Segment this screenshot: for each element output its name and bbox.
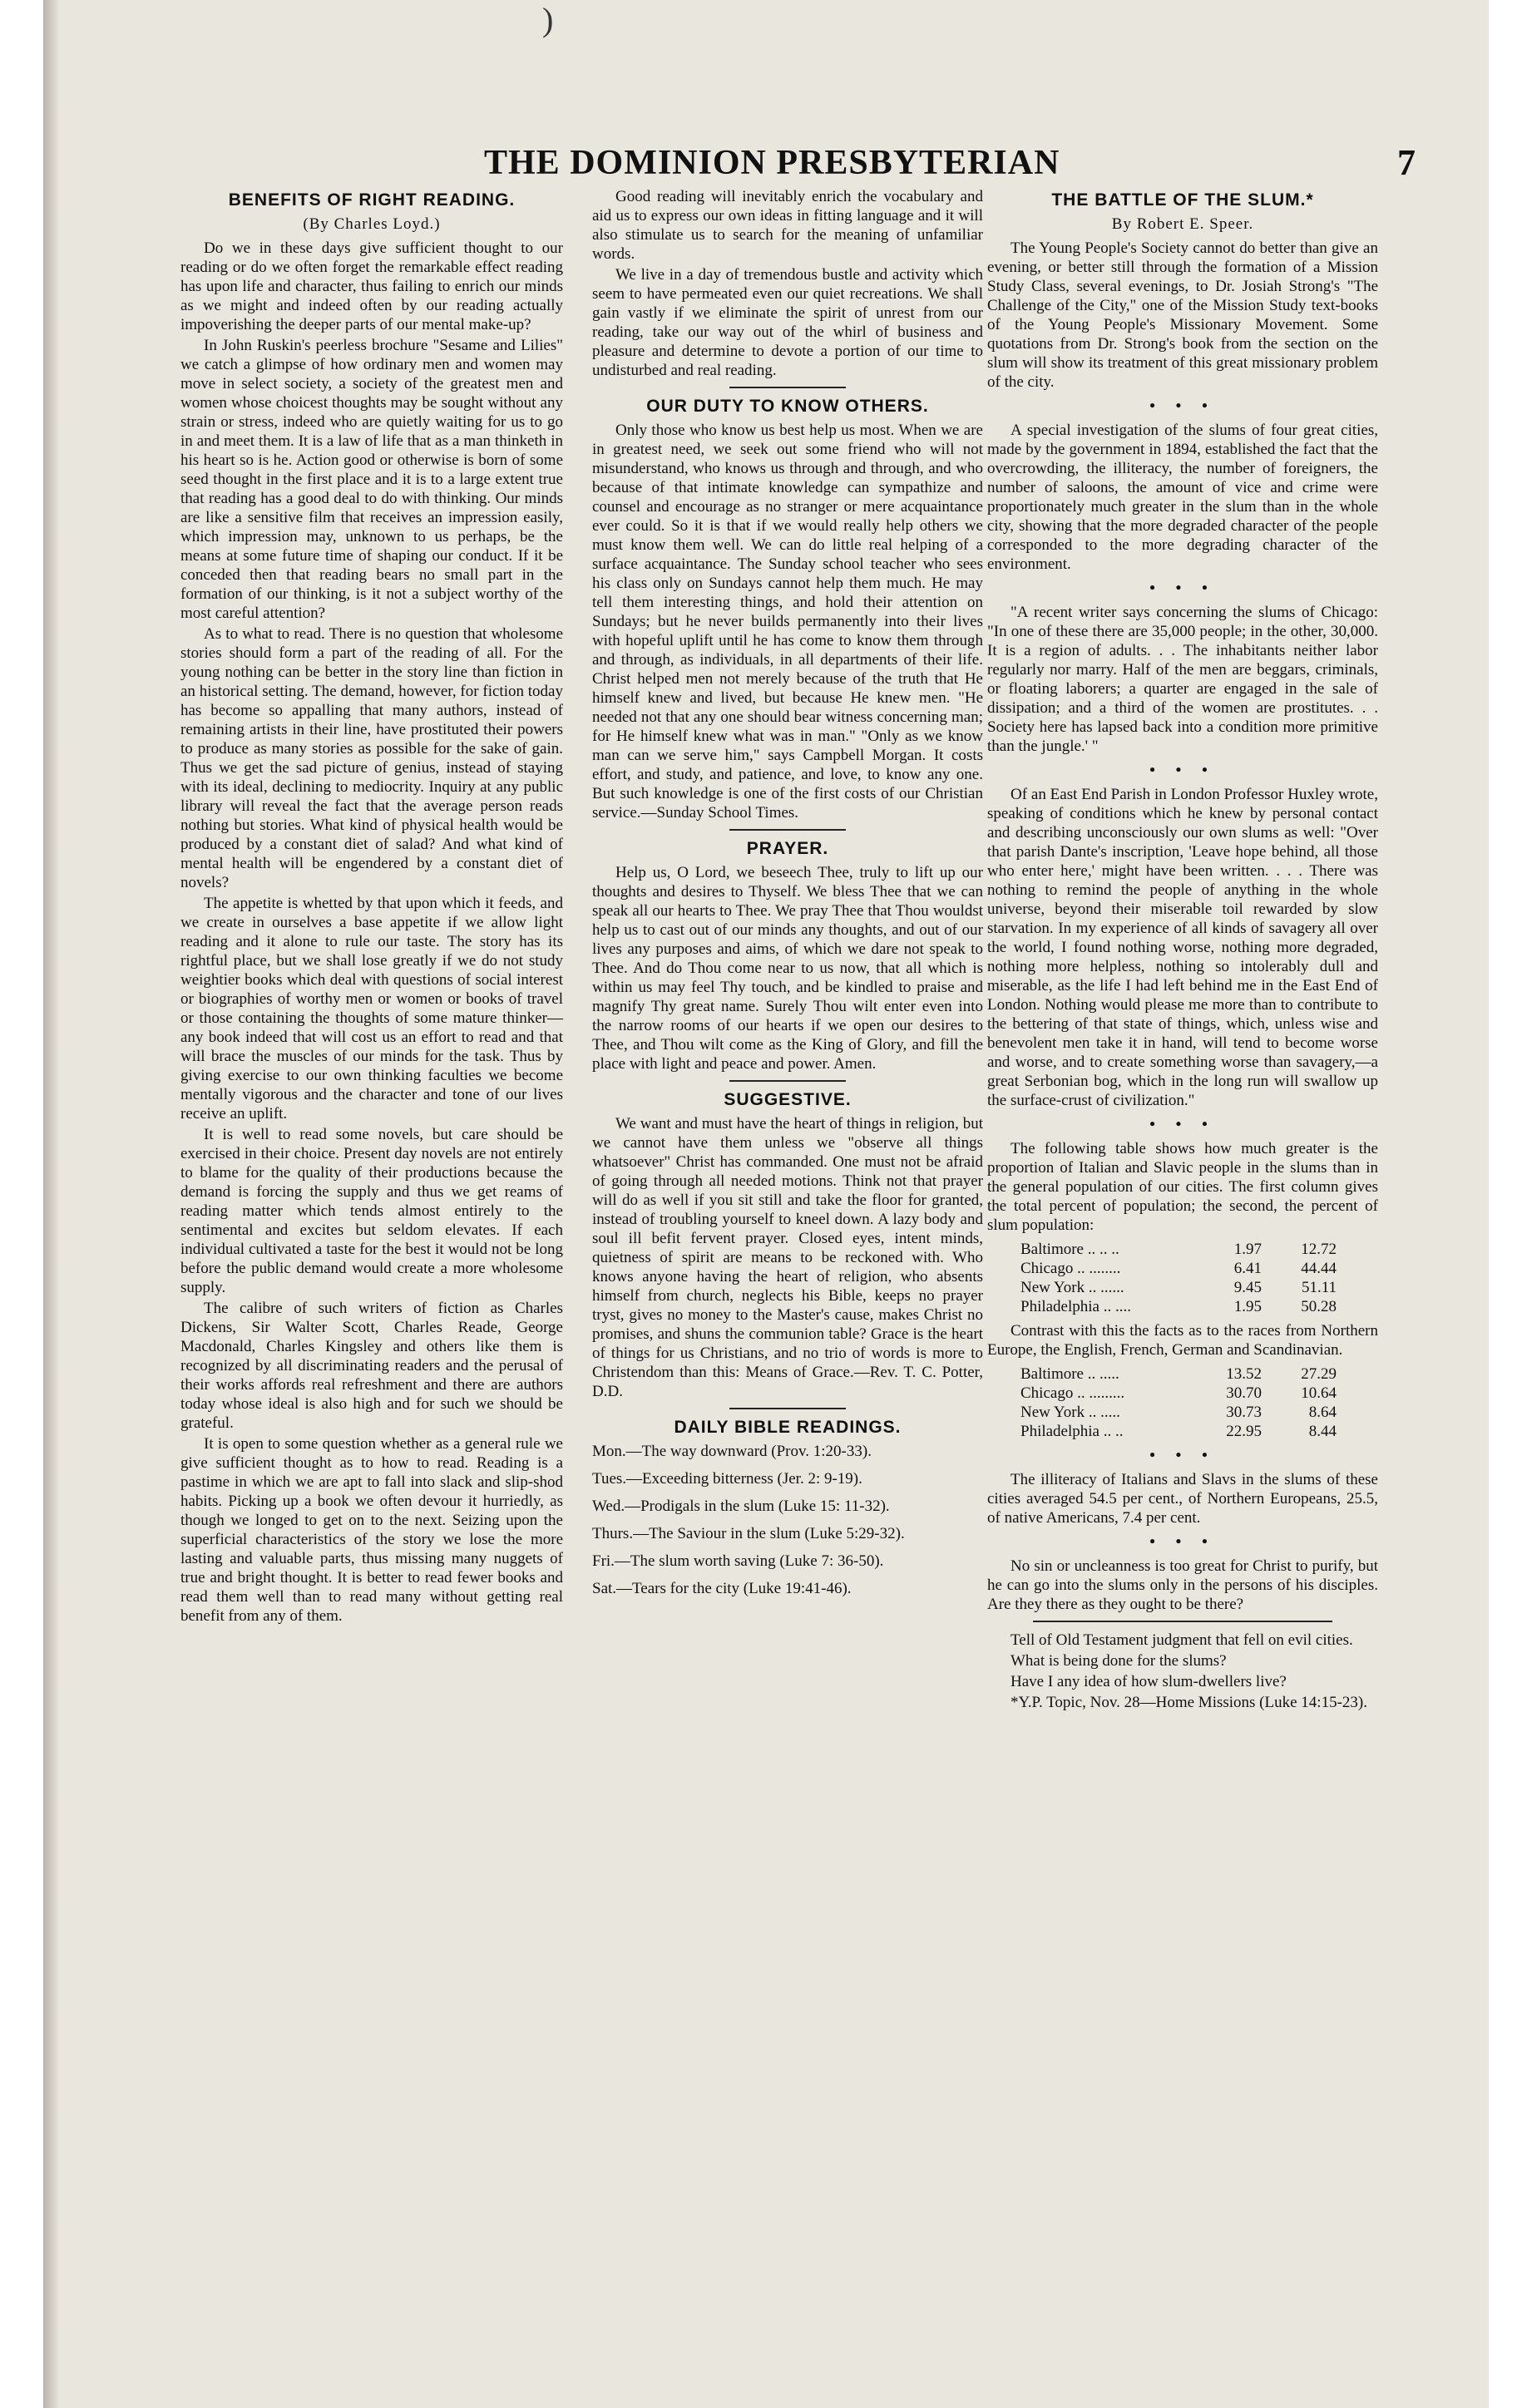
column-3 (987, 187, 1378, 1714)
table-cell: Chicago .. ........ (1020, 1260, 1121, 1277)
article-heading: SUGGESTIVE. (724, 1090, 852, 1109)
article-heading: THE BATTLE OF THE SLUM.* (1051, 190, 1314, 210)
article-heading: PRAYER. (746, 839, 829, 858)
table-cell: 50.28 (1301, 1298, 1337, 1315)
table-row (1020, 1364, 1337, 1384)
paragraph: We want and must have the heart of things in religion, but we cannot have them unless we "observe all things whatsoever" Christ has commanded. One must not be afraid of going through all needed motions. Think not that prayer will do as well if you sit still and take the floor for granted, instead of troubling yourself to kneel down. A lazy body and soul ill befit fervent prayer. Closed eyes, intent minds, quietness of spirit are means to be reckoned with. Who knows anyone having the heart of religion, who absents himself from church, neglects his Bible, keeps no prayer tryst, gives no money to the Master's cause, makes Christ no promises, and shuns the communion table? Grace is the heart of things for us Christians, and no trio of words is more to Christendom than this: Means of Grace.—Rev. T. C. Potter, D.D. (592, 1115, 983, 1400)
section-dots: • • • (1149, 1533, 1216, 1551)
list-item: Fri.—The slum worth saving (Luke 7: 36-50). (592, 1552, 884, 1570)
table-cell: Baltimore .. .. .. (1020, 1241, 1119, 1258)
paragraph: As to what to read. There is no question that wholesome stories should form a part of the reading of all. For the young nothing can be better in the story line than fiction in an historical setting. The demand, however, for fiction today has become so appalling that many authors, instead of remaining artists in their line, have prostituted their powers to produce as many stories as possible for the sake of gain. Thus we get the sad picture of genius, instead of staying with its ideal, declining to mediocrity. Inquiry at any public library will reveal the fact that the average person reads nothing but stories. What kind of physical health would be produced by a constant diet of salad? And what kind of mental health will be engendered by a constant diet of novels? (180, 625, 563, 891)
table-cell: 8.44 (1308, 1423, 1337, 1440)
table-cell: 1.95 (1233, 1298, 1262, 1315)
divider (729, 829, 846, 831)
table-cell: 30.73 (1226, 1404, 1262, 1421)
divider (1033, 1621, 1332, 1622)
table-cell: 12.72 (1301, 1241, 1337, 1258)
paragraph: The appetite is whetted by that upon which it feeds, and we create in ourselves a base appetite if we allow light reading and it alone to rule our taste. The story has its rightful place, but we shall lose greatly if we do not study weightier books which deal with questions of social interest or biographies of worthy men or women or books of travel or those containing the thoughts of some mature thinker—any book indeed that will cost us an effort to read and that will brace the muscles of our minds for the task. Thus by giving exercise to our own thinking faculties we become mentally vigorous and the character and tone of our lives receive an uplift. (180, 895, 563, 1123)
table-row (1020, 1259, 1337, 1278)
table-cell: Chicago .. ......... (1020, 1384, 1125, 1402)
question: Tell of Old Testament judgment that fell on evil cities. (1011, 1631, 1353, 1649)
section-dots: • • • (1149, 1116, 1216, 1133)
section-dots: • • • (1149, 397, 1216, 415)
list-item: Thurs.—The Saviour in the slum (Luke 5:29-32). (592, 1525, 905, 1542)
table-cell: New York .. ..... (1020, 1404, 1120, 1421)
table-cell: New York .. ...... (1020, 1279, 1124, 1296)
question: What is being done for the slums? (1011, 1652, 1227, 1670)
newspaper-page (43, 0, 1489, 2408)
page-number: 7 (1397, 142, 1416, 183)
paragraph: Do we in these days give sufficient thought to our reading or do we often forget the remarkable effect reading has upon life and character, thus failing to enrich our minds as we might and indeed often by our reading actually impoverishing the deeper parts of our mental make-up? (180, 239, 563, 333)
paragraph: The Young People's Society cannot do better than give an evening, or better still through the formation of a Mission Study Class, several evenings, to Dr. Josiah Strong's "The Challenge of the City," one of the Mission Study text-books of the Young People's Missionary Movement. Some quotations from Dr. Strong's book from the section on the slum will show its treatment of this great missionary problem of the city. (987, 239, 1378, 391)
divider (729, 387, 846, 388)
table-cell: 27.29 (1301, 1365, 1337, 1383)
question: Have I any idea of how slum-dwellers live? (1011, 1673, 1287, 1690)
paragraph: In John Ruskin's peerless brochure "Sesame and Lilies" we catch a glimpse of how ordinary men and women may move in select society, a society of the greatest men and women whose choicest thoughts may be sought without any strain or stress, indeed who are quietly waiting for us to go in and meet them. It is a law of life that as a man thinketh in his heart so is he. Action good or otherwise is born of some seed thought in the first place and it is to a large extent true that reading has a good deal to do with thinking. Our minds are like a sensitive film that receives an impression easily, which impression may, unknown to us perhaps, be the means at some future time of shaping our conduct. If it be conceded then that reading bears no small part in the formation of our thinking, is it not a subject worthy of the most careful attention? (180, 337, 563, 622)
list-item: Wed.—Prodigals in the slum (Luke 15: 11-32). (592, 1498, 890, 1515)
paragraph: A special investigation of the slums of four great cities, made by the government in 1894, established the fact that the overcrowding, the illiteracy, the number of foreigners, the number of saloons, the amount of vice and crime were proportionately much greater in the slum than in the whole city, showing that the more degraded character of the people corresponded to the more degrading character of the environment. (987, 422, 1378, 573)
table-row (1020, 1384, 1337, 1403)
table-cell: 8.64 (1308, 1404, 1337, 1421)
paragraph: It is well to read some novels, but care should be exercised in their choice. Present day novels are not entirely to blame for the quality of their productions because the demand is forcing the supply and thus we get reams of reading matter which tends almost entirely to the sentimental and excites but seldom elevates. If each individual cultivated a taste for the best it would not be long before the public demand would create a more wholesome supply. (180, 1126, 563, 1296)
list-item: Tues.—Exceeding bitterness (Jer. 2: 9-19). (592, 1470, 862, 1488)
table-row (1020, 1240, 1337, 1259)
article-heading: DAILY BIBLE READINGS. (674, 1418, 902, 1437)
paragraph: The illiteracy of Italians and Slavs in the slums of these cities averaged 54.5 per cent., of Northern Europeans, 25.5, of native Americans, 7.4 per cent. (987, 1471, 1378, 1527)
section-dots: • • • (1149, 762, 1216, 779)
scan-mark: ) (542, 1, 554, 38)
article-heading: BENEFITS OF RIGHT READING. (228, 190, 516, 210)
table-cell: 6.41 (1233, 1260, 1262, 1277)
byline: By Robert E. Speer. (1111, 215, 1254, 233)
table-cell: Baltimore .. ..... (1020, 1365, 1119, 1383)
section-dots: • • • (1149, 580, 1216, 597)
table-row (1020, 1297, 1337, 1316)
table-cell: 1.97 (1233, 1241, 1262, 1258)
table-cell: 22.95 (1226, 1423, 1262, 1440)
paragraph: Good reading will inevitably enrich the vocabulary and aid us to express our own ideas in fitting language and it will also stimulate us to search for the meaning of unfamiliar words. (592, 188, 983, 263)
table-cell: Philadelphia .. .... (1020, 1298, 1131, 1315)
paragraph: Help us, O Lord, we beseech Thee, truly to lift up our thoughts and desires to Thyself. We bless Thee that we can speak all our hearts to Thee. We pray Thee that Thou wouldst help us to cast out of our minds any thoughts, and out of our lives any purposes and aims, of which we dare not speak to Thee. And do Thou come near to us now, that all which is within us may feel Thy touch, and be kindled to praise and magnify Thy great name. Surely Thou wilt enter even into the narrow rooms of our hearts if we open our desires to Thee, and Thou wilt come as the King of Glory, and fill the place with light and peace and power. Amen. (592, 864, 983, 1073)
stats-table-1 (1020, 1240, 1378, 1316)
paragraph: The calibre of such writers of fiction as Charles Dickens, Sir Walter Scott, Charles Reade, George Macdonald, Charles Kingsley and others like them is recognized by all discriminating readers and the perusal of their works affords real refreshment and there are authors today whose ideal is also high and for such we should be grateful. (180, 1300, 563, 1432)
section-dots: • • • (1149, 1447, 1216, 1464)
column-2 (592, 187, 983, 1606)
list-item: Sat.—Tears for the city (Luke 19:41-46). (592, 1580, 852, 1597)
paragraph: Contrast with this the facts as to the races from Northern Europe, the English, French, German and Scandinavian. (987, 1322, 1378, 1359)
table-cell: 51.11 (1301, 1279, 1337, 1296)
list-item: Mon.—The way downward (Prov. 1:20-33). (592, 1443, 872, 1460)
table-cell: 13.52 (1226, 1365, 1262, 1383)
article-heading: OUR DUTY TO KNOW OTHERS. (646, 397, 929, 416)
paragraph: "A recent writer says concerning the slums of Chicago: "In one of these there are 35,000 people; in the other, 30,000. It is a region of adults. . . The inhabitants neither labor regularly nor marry. Half of the men are beggars, criminals, or floating laborers; a quarter are engaged in the sale of dissipation; and a third of the women are prostitutes. . . Society here has lapsed back into a condition more primitive than the jungle.' " (987, 604, 1378, 755)
table-cell: 9.45 (1233, 1279, 1262, 1296)
footnote: *Y.P. Topic, Nov. 28—Home Missions (Luke 14:15-23). (1011, 1694, 1367, 1711)
table-cell: Philadelphia .. .. (1020, 1423, 1124, 1440)
paragraph: It is open to some question whether as a general rule we give sufficient thought as to how to read. Reading is a pastime in which we are apt to fall into slack and slip-shod habits. Picking up a book we often devour it hurriedly, as though we longed to get on to the next. Seizing upon the superficial characteristics of the story we lose the more lasting and valuable parts, thus missing many nuggets of true and bright thought. It is better to read fewer books and read them well than to read many without getting real benefit from any of them. (180, 1435, 563, 1625)
divider (729, 1080, 846, 1082)
table-row (1020, 1278, 1337, 1297)
paragraph: Of an East End Parish in London Professor Huxley wrote, speaking of conditions which he knew by personal contact and describing unconsciously our own slums as well: "Over that parish Dante's inscription, 'Leave hope behind, all those who enter here,' might have been written. . . . There was nothing to remind the people of anything in the whole universe, beyond their miserable toil rewarded by slow starvation. In my experience of all kinds of savagery all over the world, I found nothing worse, nothing more degraded, nothing more helpless, nothing so intolerably dull and miserable, as the life I had left behind me in the East End of London. Nothing would please me more than to contribute to the bettering of that state of things, which, unless wise and benevolent men take it in hand, will tend to become worse and worse, and to create something worse than savagery,—a great Serbonian bog, which in the long run will swallow up the surface-crust of civilization." (987, 786, 1378, 1109)
byline: (By Charles Loyd.) (303, 215, 441, 233)
stats-table-2 (1020, 1364, 1378, 1441)
paragraph: No sin or uncleanness is too great for Christ to purify, but he can go into the slums only in the persons of his disciples. Are they there as they ought to be there? (987, 1557, 1378, 1613)
paragraph: The following table shows how much greater is the proportion of Italian and Slavic people in the slums than in the general population of our cities. The first column gives the total percent of population; the second, the percent of slum population: (987, 1140, 1378, 1234)
column-1 (180, 187, 563, 1627)
table-row (1020, 1403, 1337, 1422)
table-cell: 44.44 (1301, 1260, 1337, 1277)
paragraph: We live in a day of tremendous bustle and activity which seem to have permeated even our quiet recreations. We shall gain vastly if we eliminate the spirit of unrest from our reading, take our way out of the whirl of business and pleasure and determine to devote a portion of our time to undisturbed and real reading. (592, 266, 983, 379)
divider (729, 1408, 846, 1409)
paragraph: Only those who know us best help us most. When we are in greatest need, we seek out some friend who will not misunderstand, who knows us through and through, and who because of that intimate knowledge can sympathize and counsel and encourage as no stranger or mere acquaintance ever could. So it is that if we would really help others we must know them well. We can do little real helping of a surface acquaintance. The Sunday school teacher who sees his class only on Sundays cannot help them much. He may tell them interesting things, and hold their attention on Sundays; but he never builds permanently into their lives with hopeful uplift until he has come to know them through and through, as individuals, in all departments of their life. Christ helped men not merely because of the truth that He himself knew and lived, but because He knew men. "He needed not that any one should bear witness concerning man; for He himself knew what was in man." "Only as we know man can we serve him," says Campbell Morgan. It costs effort, and study, and patience, and love, to know any one. But such knowledge is one of the first costs of our Christian service.—Sunday School Times. (592, 422, 983, 822)
table-row (1020, 1422, 1337, 1441)
table-cell: 30.70 (1226, 1384, 1262, 1402)
masthead-title: THE DOMINION PRESBYTERIAN (484, 144, 1060, 182)
readings-list (592, 1442, 983, 1598)
page-header (459, 140, 1416, 190)
table-cell: 10.64 (1301, 1384, 1337, 1402)
